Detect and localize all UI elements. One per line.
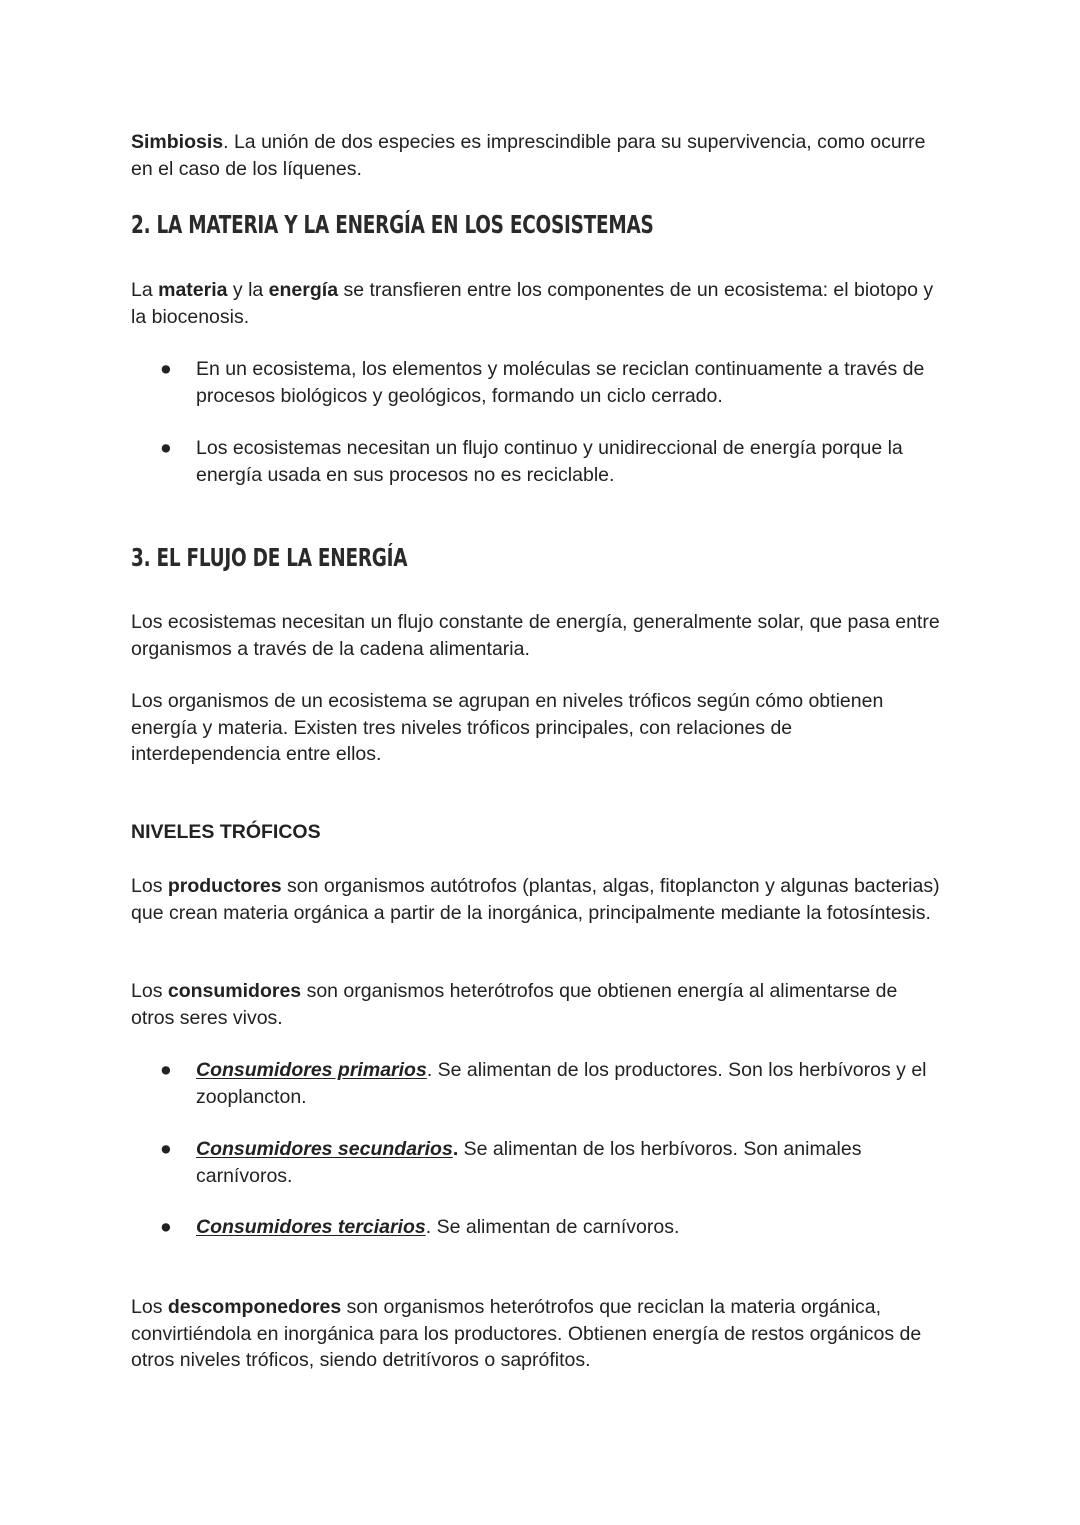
consumidores-text: son organismos heterótrofos que obtienen energía al alimentarse de otros seres vivos. [131, 980, 898, 1029]
productores-paragraph [131, 873, 946, 926]
descomponedores-term: descomponedores [167, 1296, 342, 1318]
section-3-paragraph-2: Los organismos de un ecosistema se agrupan en niveles tróficos según cómo obtienen energía y materia. Existen tres niveles tróficos principales, con relaciones de interdependencia entre ellos. [131, 690, 884, 765]
descomponedores-paragraph [131, 1294, 946, 1374]
intro-text-end: se transfieren entre los componentes de un ecosistema: el biotopo y la biocenosis. [131, 279, 934, 328]
list-item [160, 435, 950, 488]
list-item-text [196, 1136, 950, 1189]
materia-term: materia [158, 279, 228, 301]
term-description: Se alimentan de los productores. Son los herbívoros y el zooplancton. [196, 1059, 927, 1108]
section-3-paragraph-1: Los ecosistemas necesitan un flujo constante de energía, generalmente solar, que pasa entre organismos a través de la cadena alimentaria. [131, 611, 940, 660]
list-item-text: Los ecosistemas necesitan un flujo continuo y unidireccional de energía porque la energía usada en sus procesos no es reciclable. [196, 437, 903, 486]
consumidores-prefix: Los [131, 980, 168, 1002]
descomponedores-prefix: Los [131, 1296, 168, 1318]
consumidores-secundarios-term: Consumidores secundarios [196, 1138, 453, 1160]
section-3-heading: 3. EL FLUJO DE LA ENERGÍA [131, 543, 408, 572]
list-item [160, 1136, 950, 1189]
list-item-text: En un ecosistema, los elementos y moléculas se reciclan continuamente a través de procesos biológicos y geológicos, formando un ciclo cerrado. [196, 358, 925, 407]
simbiosis-paragraph [131, 129, 946, 182]
list-item [160, 1057, 950, 1110]
term-description: Se alimentan de carnívoros. [431, 1216, 680, 1238]
term-punctuation: . [452, 1138, 459, 1160]
descomponedores-text: son organismos heterótrofos que reciclan la materia orgánica, convirtiéndola en inorgánica para los productores. Obtienen energía de restos orgánicos de otros niveles tróficos, siendo detritívoros o saprófitos. [131, 1296, 922, 1371]
consumidores-terciarios-term: Consumidores terciarios [196, 1216, 426, 1238]
section-2-heading: 2. LA MATERIA Y LA ENERGÍA EN LOS ECOSISTEMAS [131, 210, 654, 239]
term-punctuation: . [425, 1216, 432, 1238]
bullet-icon: ● [160, 1216, 172, 1238]
intro-text-mid: y la [227, 279, 269, 301]
list-item [160, 356, 950, 409]
productores-text: son organismos autótrofos (plantas, algas, fitoplancton y algunas bacterias) que crean materia orgánica a partir de la inorgánica, principalmente mediante la fotosíntesis. [131, 875, 940, 924]
productores-prefix: Los [131, 875, 168, 897]
simbiosis-text: . La unión de dos especies es imprescindible para su supervivencia, como ocurre en el caso de los líquenes. [131, 131, 926, 180]
bullet-icon: ● [160, 1138, 172, 1160]
consumidores-primarios-term: Consumidores primarios [196, 1059, 427, 1081]
bullet-icon: ● [160, 437, 172, 459]
consumidores-term: consumidores [167, 980, 302, 1002]
list-item-text [196, 1057, 950, 1110]
productores-term: productores [167, 875, 282, 897]
intro-text-start: La [131, 279, 159, 301]
section-2-intro [131, 277, 946, 330]
consumidores-paragraph [131, 978, 946, 1031]
bullet-icon: ● [160, 1059, 172, 1081]
energia-term: energía [268, 279, 339, 301]
bullet-icon: ● [160, 358, 172, 380]
list-item [160, 1214, 950, 1241]
simbiosis-term: Simbiosis [131, 131, 224, 153]
list-item-text [196, 1214, 950, 1241]
niveles-troficos-heading: NIVELES TRÓFICOS [131, 821, 321, 843]
term-punctuation: . [426, 1059, 433, 1081]
term-description: Se alimentan de los herbívoros. Son animales carnívoros. [196, 1138, 862, 1187]
